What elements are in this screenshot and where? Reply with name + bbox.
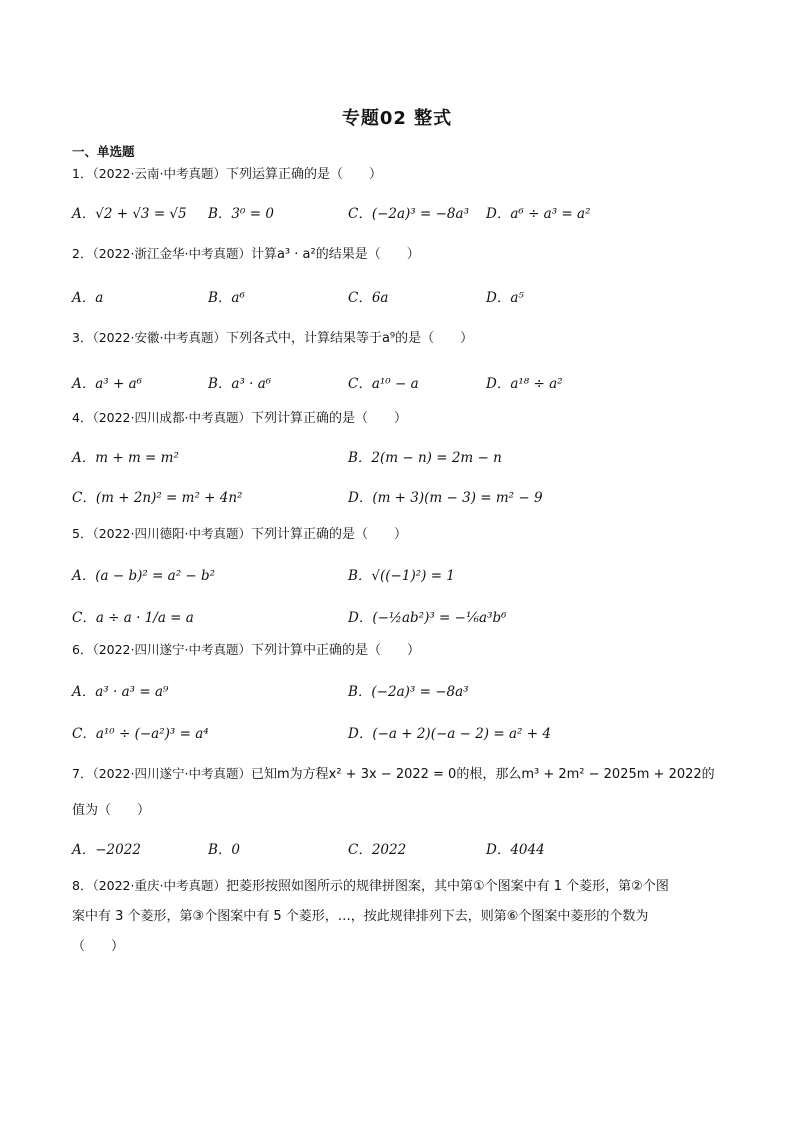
question-3 [72,328,473,349]
question-number: 1． [72,166,93,181]
option-a[interactable]: A．m + m = m² [72,450,179,466]
options-row [72,606,732,628]
option-a[interactable]: A．−2022 [72,842,141,858]
option-c[interactable]: C．a ÷ a · 1/a = a [72,610,194,626]
question-7 [72,764,715,785]
question-1 [72,164,382,185]
option-a[interactable]: A．a³ · a³ = a⁹ [72,684,169,700]
option-d[interactable]: D．(−a + 2)(−a − 2) = a² + 4 [348,726,551,742]
option-d[interactable]: D．(m + 3)(m − 3) = m² − 9 [348,490,543,506]
option-c[interactable]: C．(m + 2n)² = m² + 4n² [72,490,243,506]
option-a[interactable]: A．(a − b)² = a² − b² [72,568,216,584]
question-source: （2022·云南·中考真题） [92,166,226,181]
question-4 [72,408,407,429]
options-row [72,838,732,860]
options-row [72,446,732,468]
options-row [72,372,732,394]
question-2 [72,244,420,265]
option-d[interactable]: D．4044 [486,842,545,858]
question-source: （2022·四川德阳·中考真题） [92,526,251,541]
options-row [72,286,732,308]
option-c[interactable]: C．(−2a)³ = −8a³ [348,206,469,222]
question-text: 把菱形按照如图所示的规律拼图案，其中第①个图案中有 1 个菱形，第②个图 [225,879,669,894]
question-6 [72,640,420,661]
question-number: 5． [72,526,93,541]
option-c[interactable]: C．a¹⁰ − a [348,376,419,392]
question-source: （2022·四川成都·中考真题） [92,410,251,425]
option-b[interactable]: B．3⁰ = 0 [208,206,274,222]
option-b[interactable]: B．a³ · a⁶ [208,376,272,392]
options-row [72,680,732,702]
question-number: 7． [72,766,93,781]
option-d[interactable]: D．a¹⁸ ÷ a² [486,376,563,392]
option-c[interactable]: C．6a [348,290,389,306]
section-heading: 一、单选题 [72,144,135,159]
options-row [72,486,732,508]
question-7-continued [72,800,150,821]
question-5 [72,524,407,545]
question-source: （2022·四川遂宁·中考真题） [92,642,251,657]
option-d[interactable]: D．a⁵ [486,290,524,306]
question-text-line2: 案中有 3 个菱形，第③个图案中有 5 个菱形，…，按此规律排列下去，则第⑥个图案中菱形的个数为 [72,909,649,924]
question-text: 下列计算中正确的是（ ） [250,643,420,658]
question-text: 下列各式中，计算结果等于a⁹的是（ ） [225,331,474,346]
option-a[interactable]: A．√2 + √3 = √5 [72,206,187,222]
question-number: 8． [72,878,93,893]
option-b[interactable]: B．√((−1)²) = 1 [348,568,455,584]
answer-blank: （ ） [72,939,125,954]
question-text: 下列运算正确的是（ ） [225,167,382,182]
options-row [72,722,732,744]
question-8 [72,876,669,897]
question-number: 2． [72,246,93,261]
question-8-answer-blank [72,936,124,957]
question-text-line2: 值为（ ） [72,803,151,818]
question-number: 6． [72,642,93,657]
question-source: （2022·浙江金华·中考真题） [92,246,251,261]
option-d[interactable]: D．a⁶ ÷ a³ = a² [486,206,591,222]
option-c[interactable]: C．a¹⁰ ÷ (−a²)³ = a⁴ [72,726,209,742]
question-source: （2022·重庆·中考真题） [92,878,226,893]
options-row [72,564,732,586]
option-a[interactable]: A．a³ + a⁶ [72,376,143,392]
question-number: 4． [72,410,93,425]
question-text: 下列计算正确的是（ ） [250,411,407,426]
option-b[interactable]: B．2(m − n) = 2m − n [348,450,502,466]
option-b[interactable]: B．0 [208,842,241,858]
question-source: （2022·安徽·中考真题） [92,330,226,345]
question-text: 计算a³ · a²的结果是（ ） [250,247,420,262]
option-b[interactable]: B．a⁶ [208,290,245,306]
question-number: 3． [72,330,93,345]
option-d[interactable]: D．(−½ab²)³ = −⅙a³b⁶ [348,610,507,626]
question-text: 已知m为方程x² + 3x − 2022 = 0的根，那么m³ + 2m² − 2025m + 2022的 [250,767,715,782]
option-c[interactable]: C．2022 [348,842,407,858]
question-text: 下列计算正确的是（ ） [250,527,407,542]
options-row [72,202,732,224]
page-title: 专题02 整式 [341,108,453,129]
option-a[interactable]: A．a [72,290,104,306]
option-b[interactable]: B．(−2a)³ = −8a³ [348,684,469,700]
question-8-continued [72,906,648,927]
question-source: （2022·四川遂宁·中考真题） [92,766,251,781]
